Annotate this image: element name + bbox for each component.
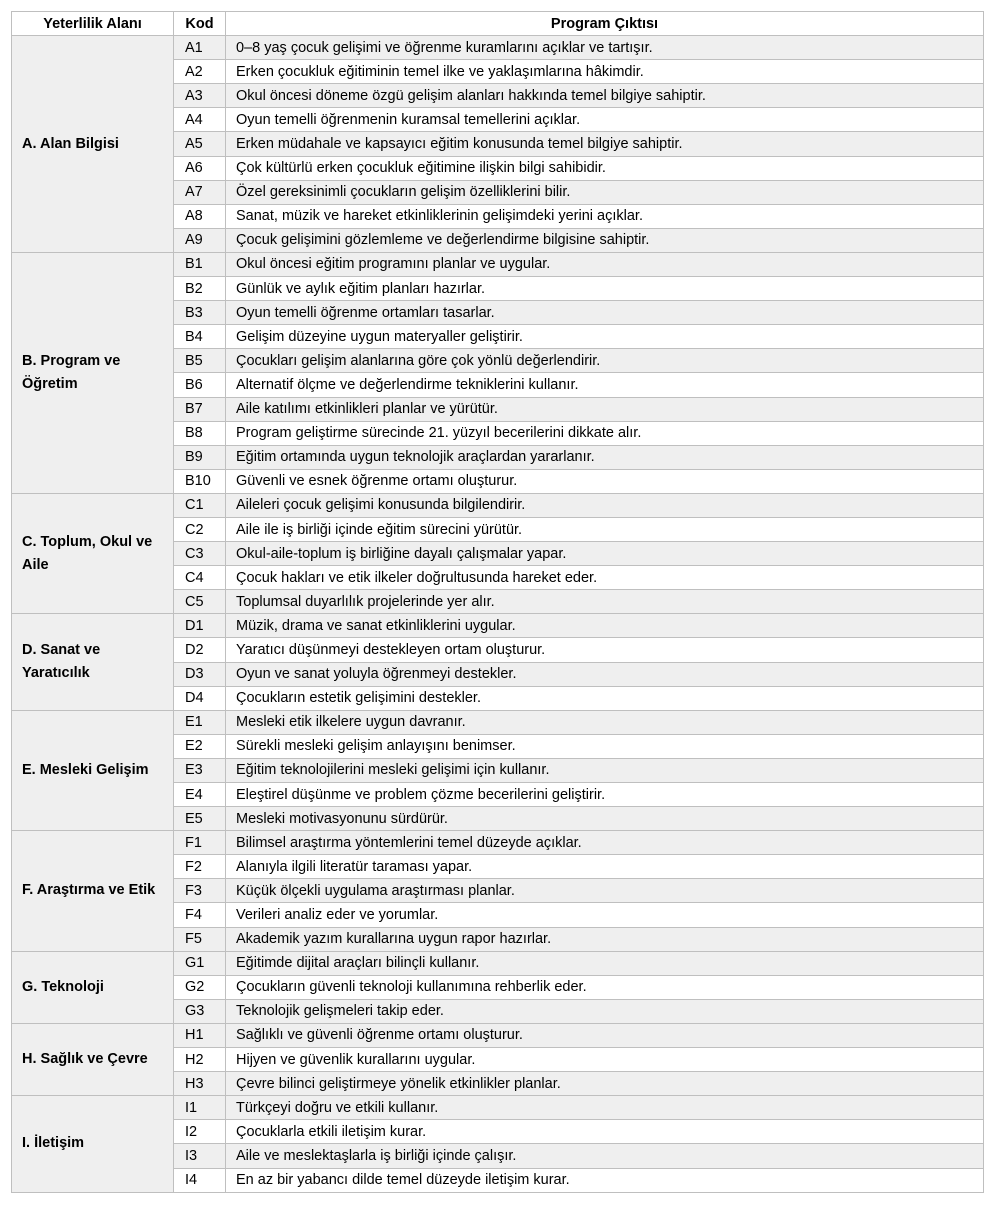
outcome-text-cell: Oyun temelli öğrenme ortamları tasarlar. <box>226 301 984 325</box>
table-row <box>12 710 984 734</box>
table-row <box>12 493 984 517</box>
outcome-code-cell: G2 <box>174 975 226 999</box>
outcome-code-cell: C4 <box>174 566 226 590</box>
outcome-text-cell: Aile ve meslektaşlarla iş birliği içinde çalışır. <box>226 1144 984 1168</box>
outcome-code-cell: G3 <box>174 999 226 1023</box>
outcome-text-cell: Çocuklarla etkili iletişim kurar. <box>226 1120 984 1144</box>
outcome-code-cell: E2 <box>174 734 226 758</box>
outcome-code-cell: I2 <box>174 1120 226 1144</box>
outcome-code-cell: F2 <box>174 855 226 879</box>
outcome-text-cell: Eleştirel düşünme ve problem çözme becerilerini geliştirir. <box>226 783 984 807</box>
outcome-text-cell: Çocukların güvenli teknoloji kullanımına rehberlik eder. <box>226 975 984 999</box>
outcome-code-cell: C2 <box>174 517 226 541</box>
outcome-code-cell: E3 <box>174 758 226 782</box>
table-row <box>12 1023 984 1047</box>
outcome-code-cell: F1 <box>174 831 226 855</box>
outcome-code-cell: B7 <box>174 397 226 421</box>
outcome-text-cell: Oyun temelli öğrenmenin kuramsal temellerini açıklar. <box>226 108 984 132</box>
outcome-code-cell: A1 <box>174 36 226 60</box>
outcome-text-cell: Okul öncesi döneme özgü gelişim alanları hakkında temel bilgiye sahiptir. <box>226 84 984 108</box>
outcome-code-cell: A2 <box>174 60 226 84</box>
outcome-text-cell: Bilimsel araştırma yöntemlerini temel düzeyde açıklar. <box>226 831 984 855</box>
outcome-code-cell: B8 <box>174 421 226 445</box>
header-code: Kod <box>174 12 226 36</box>
outcome-code-cell: B3 <box>174 301 226 325</box>
competency-area-cell: H. Sağlık ve Çevre <box>12 1023 174 1095</box>
outcome-code-cell: I1 <box>174 1096 226 1120</box>
competency-area-cell: G. Teknoloji <box>12 951 174 1023</box>
outcome-code-cell: H2 <box>174 1048 226 1072</box>
outcome-text-cell: Çocukların estetik gelişimini destekler. <box>226 686 984 710</box>
outcome-code-cell: A6 <box>174 156 226 180</box>
outcome-text-cell: Alanıyla ilgili literatür taraması yapar. <box>226 855 984 879</box>
outcome-text-cell: Çocukları gelişim alanlarına göre çok yönlü değerlendirir. <box>226 349 984 373</box>
outcome-code-cell: C3 <box>174 542 226 566</box>
outcome-text-cell: Teknolojik gelişmeleri takip eder. <box>226 999 984 1023</box>
outcome-code-cell: A9 <box>174 228 226 252</box>
outcome-text-cell: Mesleki motivasyonunu sürdürür. <box>226 807 984 831</box>
outcome-text-cell: Eğitim teknolojilerini mesleki gelişimi için kullanır. <box>226 758 984 782</box>
outcome-code-cell: H1 <box>174 1023 226 1047</box>
outcome-text-cell: Müzik, drama ve sanat etkinliklerini uygular. <box>226 614 984 638</box>
competency-area-cell: E. Mesleki Gelişim <box>12 710 174 830</box>
outcome-code-cell: I3 <box>174 1144 226 1168</box>
outcome-code-cell: A8 <box>174 204 226 228</box>
outcome-code-cell: I4 <box>174 1168 226 1192</box>
outcome-text-cell: Çok kültürlü erken çocukluk eğitimine ilişkin bilgi sahibidir. <box>226 156 984 180</box>
outcome-text-cell: Aile katılımı etkinlikleri planlar ve yürütür. <box>226 397 984 421</box>
outcome-text-cell: Mesleki etik ilkelere uygun davranır. <box>226 710 984 734</box>
outcome-text-cell: Okul-aile-toplum iş birliğine dayalı çalışmalar yapar. <box>226 542 984 566</box>
header-outcome: Program Çıktısı <box>226 12 984 36</box>
competency-area-cell: I. İletişim <box>12 1096 174 1192</box>
competency-area-cell: C. Toplum, Okul ve Aile <box>12 493 174 613</box>
outcome-text-cell: Yaratıcı düşünmeyi destekleyen ortam oluşturur. <box>226 638 984 662</box>
outcome-text-cell: Türkçeyi doğru ve etkili kullanır. <box>226 1096 984 1120</box>
outcome-code-cell: D3 <box>174 662 226 686</box>
outcome-code-cell: A4 <box>174 108 226 132</box>
outcome-code-cell: B5 <box>174 349 226 373</box>
outcome-text-cell: Erken müdahale ve kapsayıcı eğitim konusunda temel bilgiye sahiptir. <box>226 132 984 156</box>
outcome-text-cell: Eğitim ortamında uygun teknolojik araçlardan yararlanır. <box>226 445 984 469</box>
outcome-text-cell: Verileri analiz eder ve yorumlar. <box>226 903 984 927</box>
header-area: Yeterlilik Alanı <box>12 12 174 36</box>
outcome-text-cell: Güvenli ve esnek öğrenme ortamı oluşturur. <box>226 469 984 493</box>
competency-area-cell: B. Program ve Öğretim <box>12 252 174 493</box>
table-row <box>12 614 984 638</box>
outcome-code-cell: C1 <box>174 493 226 517</box>
outcome-code-cell: A7 <box>174 180 226 204</box>
outcome-code-cell: C5 <box>174 590 226 614</box>
outcome-text-cell: En az bir yabancı dilde temel düzeyde iletişim kurar. <box>226 1168 984 1192</box>
outcome-code-cell: A3 <box>174 84 226 108</box>
outcome-code-cell: B10 <box>174 469 226 493</box>
outcome-text-cell: Çevre bilinci geliştirmeye yönelik etkinlikler planlar. <box>226 1072 984 1096</box>
table-row <box>12 252 984 276</box>
outcome-text-cell: Sanat, müzik ve hareket etkinliklerinin gelişimdeki yerini açıklar. <box>226 204 984 228</box>
outcome-text-cell: Eğitimde dijital araçları bilinçli kullanır. <box>226 951 984 975</box>
competency-area-cell: F. Araştırma ve Etik <box>12 831 174 951</box>
outcome-text-cell: Sağlıklı ve güvenli öğrenme ortamı oluşturur. <box>226 1023 984 1047</box>
outcome-text-cell: Okul öncesi eğitim programını planlar ve uygular. <box>226 252 984 276</box>
outcome-text-cell: Çocuk gelişimini gözlemleme ve değerlendirme bilgisine sahiptir. <box>226 228 984 252</box>
outcome-text-cell: Akademik yazım kurallarına uygun rapor hazırlar. <box>226 927 984 951</box>
outcome-code-cell: E1 <box>174 710 226 734</box>
outcome-code-cell: A5 <box>174 132 226 156</box>
outcome-code-cell: D1 <box>174 614 226 638</box>
outcome-text-cell: Erken çocukluk eğitiminin temel ilke ve yaklaşımlarına hâkimdir. <box>226 60 984 84</box>
outcome-text-cell: Aile ile iş birliği içinde eğitim sürecini yürütür. <box>226 517 984 541</box>
table-row <box>12 831 984 855</box>
competency-area-cell: A. Alan Bilgisi <box>12 36 174 253</box>
outcome-code-cell: F4 <box>174 903 226 927</box>
outcome-code-cell: B9 <box>174 445 226 469</box>
outcome-code-cell: D2 <box>174 638 226 662</box>
table-row <box>12 951 984 975</box>
table-row <box>12 1096 984 1120</box>
table-row <box>12 36 984 60</box>
table-body <box>12 36 984 1193</box>
outcome-text-cell: Gelişim düzeyine uygun materyaller geliştirir. <box>226 325 984 349</box>
outcome-code-cell: B6 <box>174 373 226 397</box>
outcome-code-cell: B4 <box>174 325 226 349</box>
outcome-code-cell: F5 <box>174 927 226 951</box>
competency-table <box>11 11 984 1193</box>
outcome-code-cell: E4 <box>174 783 226 807</box>
outcome-text-cell: Küçük ölçekli uygulama araştırması planlar. <box>226 879 984 903</box>
outcome-text-cell: Aileleri çocuk gelişimi konusunda bilgilendirir. <box>226 493 984 517</box>
competency-table-container <box>11 11 983 1193</box>
outcome-text-cell: Günlük ve aylık eğitim planları hazırlar. <box>226 277 984 301</box>
competency-area-cell: D. Sanat ve Yaratıcılık <box>12 614 174 710</box>
outcome-code-cell: H3 <box>174 1072 226 1096</box>
outcome-text-cell: Sürekli mesleki gelişim anlayışını benimser. <box>226 734 984 758</box>
outcome-text-cell: Özel gereksinimli çocukların gelişim özelliklerini bilir. <box>226 180 984 204</box>
outcome-text-cell: Toplumsal duyarlılık projelerinde yer alır. <box>226 590 984 614</box>
outcome-text-cell: Çocuk hakları ve etik ilkeler doğrultusunda hareket eder. <box>226 566 984 590</box>
outcome-code-cell: E5 <box>174 807 226 831</box>
outcome-code-cell: D4 <box>174 686 226 710</box>
outcome-text-cell: Alternatif ölçme ve değerlendirme tekniklerini kullanır. <box>226 373 984 397</box>
outcome-code-cell: B2 <box>174 277 226 301</box>
outcome-text-cell: Oyun ve sanat yoluyla öğrenmeyi destekler. <box>226 662 984 686</box>
outcome-text-cell: Program geliştirme sürecinde 21. yüzyıl becerilerini dikkate alır. <box>226 421 984 445</box>
outcome-text-cell: Hijyen ve güvenlik kurallarını uygular. <box>226 1048 984 1072</box>
outcome-code-cell: F3 <box>174 879 226 903</box>
outcome-code-cell: G1 <box>174 951 226 975</box>
outcome-text-cell: 0–8 yaş çocuk gelişimi ve öğrenme kuramlarını açıklar ve tartışır. <box>226 36 984 60</box>
header-row <box>12 12 984 36</box>
outcome-code-cell: B1 <box>174 252 226 276</box>
